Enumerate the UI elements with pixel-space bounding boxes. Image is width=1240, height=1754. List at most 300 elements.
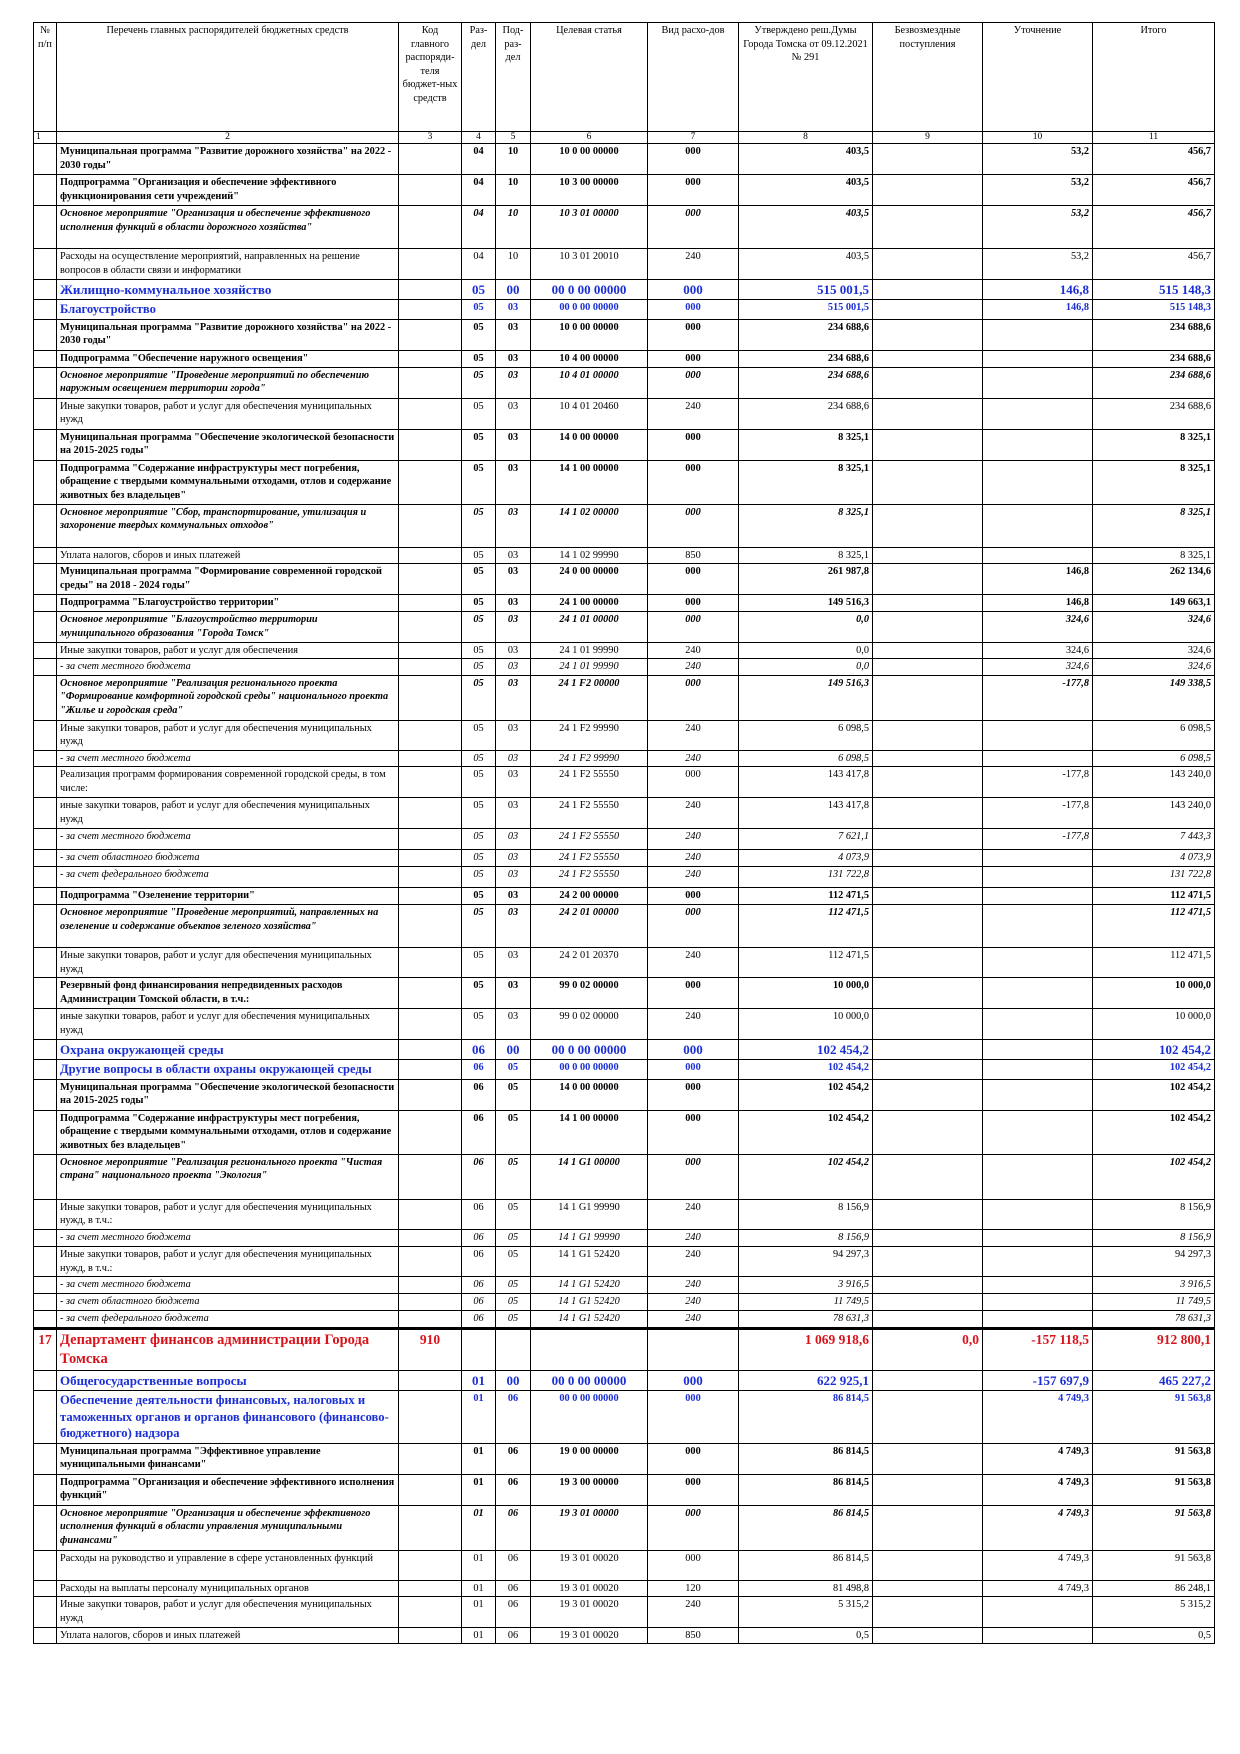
row-razdel: 05 (462, 564, 496, 595)
row-target-article: 14 1 G1 52420 (531, 1277, 648, 1294)
row-num (34, 867, 57, 888)
row-total: 3 916,5 (1093, 1277, 1215, 1294)
table-row (34, 564, 1215, 595)
row-approved: 403,5 (739, 144, 873, 175)
row-grants (873, 1294, 983, 1311)
row-total: 8 325,1 (1093, 429, 1215, 460)
row-num (34, 720, 57, 750)
row-grants (873, 829, 983, 850)
row-total: 8 156,9 (1093, 1230, 1215, 1247)
row-name: Уплата налогов, сборов и иных платежей (57, 547, 399, 564)
header-expense-type: Вид расхо-дов (648, 23, 739, 132)
row-target-article: 19 3 01 00020 (531, 1627, 648, 1644)
row-approved: 261 987,8 (739, 564, 873, 595)
row-approved: 8 156,9 (739, 1199, 873, 1229)
row-target-article (531, 1328, 648, 1370)
row-grants (873, 675, 983, 720)
row-num (34, 1597, 57, 1627)
row-expense-type: 000 (648, 564, 739, 595)
row-approved: 102 454,2 (739, 1040, 873, 1060)
row-code (399, 767, 462, 798)
row-adjustment: 146,8 (983, 300, 1093, 320)
table-row (34, 206, 1215, 249)
row-razdel: 05 (462, 300, 496, 320)
row-approved: 0,0 (739, 642, 873, 659)
row-adjustment (983, 1627, 1093, 1644)
row-name: Основное мероприятие "Проведение мероприятий по обеспечению наружным освещением территории города" (57, 367, 399, 398)
row-target-article: 99 0 02 00000 (531, 1009, 648, 1040)
row-podrazdel: 10 (496, 249, 531, 280)
row-num (34, 504, 57, 547)
row-target-article: 10 4 00 00000 (531, 350, 648, 367)
table-row (34, 504, 1215, 547)
row-adjustment (983, 904, 1093, 947)
row-num (34, 1060, 57, 1080)
row-razdel: 06 (462, 1294, 496, 1311)
row-podrazdel: 05 (496, 1079, 531, 1110)
row-approved: 10 000,0 (739, 1009, 873, 1040)
row-total: 102 454,2 (1093, 1079, 1215, 1110)
table-row (34, 720, 1215, 750)
row-code (399, 564, 462, 595)
row-total: 456,7 (1093, 206, 1215, 249)
row-expense-type: 000 (648, 280, 739, 300)
row-target-article: 14 1 00 00000 (531, 1110, 648, 1154)
table-row (34, 947, 1215, 977)
row-expense-type: 850 (648, 547, 739, 564)
row-name: Иные закупки товаров, работ и услуг для обеспечения муниципальных нужд (57, 398, 399, 429)
row-total: 10 000,0 (1093, 978, 1215, 1009)
row-razdel: 05 (462, 904, 496, 947)
table-row (34, 398, 1215, 429)
colnum: 9 (873, 132, 983, 144)
row-target-article: 99 0 02 00000 (531, 978, 648, 1009)
row-approved: 234 688,6 (739, 367, 873, 398)
row-podrazdel: 03 (496, 595, 531, 612)
row-num (34, 1550, 57, 1580)
row-podrazdel: 05 (496, 1060, 531, 1080)
row-target-article: 24 1 F2 55550 (531, 867, 648, 888)
row-expense-type: 000 (648, 1154, 739, 1199)
row-razdel: 05 (462, 829, 496, 850)
row-num (34, 888, 57, 905)
row-approved: 86 814,5 (739, 1390, 873, 1443)
row-approved: 8 325,1 (739, 460, 873, 504)
table-row (34, 750, 1215, 767)
colnum: 8 (739, 132, 873, 144)
row-name: - за счет федерального бюджета (57, 867, 399, 888)
colnum: 1 (34, 132, 57, 144)
row-approved: 86 814,5 (739, 1474, 873, 1505)
row-adjustment (983, 1040, 1093, 1060)
row-name: иные закупки товаров, работ и услуг для обеспечения муниципальных нужд (57, 1009, 399, 1040)
row-num (34, 300, 57, 320)
row-approved: 143 417,8 (739, 798, 873, 829)
row-target-article: 24 1 F2 55550 (531, 798, 648, 829)
row-adjustment: -177,8 (983, 675, 1093, 720)
row-adjustment: 146,8 (983, 280, 1093, 300)
row-approved: 112 471,5 (739, 947, 873, 977)
row-target-article: 14 1 00 00000 (531, 460, 648, 504)
row-razdel: 01 (462, 1390, 496, 1443)
row-code (399, 798, 462, 829)
row-podrazdel: 05 (496, 1247, 531, 1277)
row-adjustment (983, 1009, 1093, 1040)
row-expense-type: 240 (648, 850, 739, 867)
row-expense-type: 850 (648, 1627, 739, 1644)
row-num (34, 1154, 57, 1199)
row-code (399, 659, 462, 676)
row-expense-type: 000 (648, 460, 739, 504)
row-name: Подпрограмма "Организация и обеспечение эффективного функционирования сети учреждений" (57, 175, 399, 206)
colnum: 11 (1093, 132, 1215, 144)
row-grants (873, 1370, 983, 1390)
row-num (34, 367, 57, 398)
row-target-article: 24 1 F2 00000 (531, 675, 648, 720)
row-approved: 86 814,5 (739, 1443, 873, 1474)
colnum: 6 (531, 132, 648, 144)
row-razdel: 05 (462, 750, 496, 767)
row-podrazdel: 03 (496, 850, 531, 867)
row-adjustment (983, 720, 1093, 750)
row-approved: 6 098,5 (739, 720, 873, 750)
row-name: Муниципальная программа "Обеспечение экологической безопасности на 2015-2025 годы" (57, 1079, 399, 1110)
row-podrazdel (496, 1328, 531, 1370)
row-adjustment (983, 319, 1093, 350)
row-podrazdel: 06 (496, 1550, 531, 1580)
row-approved: 131 722,8 (739, 867, 873, 888)
row-code (399, 1040, 462, 1060)
row-name: Реализация программ формирования современной городской среды, в том числе: (57, 767, 399, 798)
row-razdel: 01 (462, 1550, 496, 1580)
row-total: 324,6 (1093, 612, 1215, 642)
row-name: Департамент финансов администрации Города Томска (57, 1328, 399, 1370)
row-approved: 86 814,5 (739, 1505, 873, 1550)
row-razdel: 06 (462, 1110, 496, 1154)
row-num (34, 1009, 57, 1040)
row-expense-type: 240 (648, 659, 739, 676)
table-row (34, 1009, 1215, 1040)
row-expense-type: 000 (648, 429, 739, 460)
row-podrazdel: 05 (496, 1277, 531, 1294)
row-code (399, 1079, 462, 1110)
row-grants (873, 1311, 983, 1329)
row-expense-type: 000 (648, 504, 739, 547)
row-total: 8 325,1 (1093, 547, 1215, 564)
row-razdel: 05 (462, 888, 496, 905)
row-razdel: 05 (462, 547, 496, 564)
row-name: Расходы на выплаты персоналу муниципальных органов (57, 1580, 399, 1597)
row-code (399, 642, 462, 659)
row-code (399, 249, 462, 280)
row-total: 102 454,2 (1093, 1110, 1215, 1154)
row-grants (873, 1009, 983, 1040)
row-grants (873, 720, 983, 750)
row-code (399, 888, 462, 905)
row-grants (873, 1597, 983, 1627)
row-razdel: 04 (462, 175, 496, 206)
row-adjustment (983, 1154, 1093, 1199)
row-code (399, 1199, 462, 1229)
row-name: Иные закупки товаров, работ и услуг для обеспечения муниципальных нужд (57, 1597, 399, 1627)
row-total: 6 098,5 (1093, 720, 1215, 750)
row-razdel: 05 (462, 350, 496, 367)
table-row (34, 642, 1215, 659)
row-razdel: 01 (462, 1627, 496, 1644)
row-grants (873, 1154, 983, 1199)
table-row (34, 1443, 1215, 1474)
row-total: 8 325,1 (1093, 504, 1215, 547)
header-row (34, 23, 1215, 132)
row-razdel: 05 (462, 319, 496, 350)
table-row (34, 659, 1215, 676)
row-name: - за счет местного бюджета (57, 829, 399, 850)
row-target-article: 24 1 01 99990 (531, 642, 648, 659)
row-num (34, 350, 57, 367)
row-name: иные закупки товаров, работ и услуг для обеспечения муниципальных нужд (57, 798, 399, 829)
table-row (34, 767, 1215, 798)
row-approved: 4 073,9 (739, 850, 873, 867)
row-expense-type: 000 (648, 319, 739, 350)
row-name: Подпрограмма "Озеленение территории" (57, 888, 399, 905)
row-name: Муниципальная программа "Формирование современной городской среды" на 2018 - 2024 годы" (57, 564, 399, 595)
row-expense-type: 240 (648, 829, 739, 850)
row-expense-type: 240 (648, 249, 739, 280)
row-code (399, 1311, 462, 1329)
row-name: - за счет местного бюджета (57, 659, 399, 676)
row-podrazdel: 06 (496, 1597, 531, 1627)
colnum: 5 (496, 132, 531, 144)
row-approved: 86 814,5 (739, 1550, 873, 1580)
row-target-article: 24 2 01 00000 (531, 904, 648, 947)
row-grants (873, 642, 983, 659)
table-row (34, 1154, 1215, 1199)
row-adjustment: 324,6 (983, 642, 1093, 659)
table-row (34, 612, 1215, 642)
row-podrazdel: 06 (496, 1627, 531, 1644)
row-adjustment: -177,8 (983, 767, 1093, 798)
row-total: 149 338,5 (1093, 675, 1215, 720)
row-num (34, 1079, 57, 1110)
row-target-article: 24 1 01 00000 (531, 612, 648, 642)
row-expense-type: 000 (648, 904, 739, 947)
row-approved: 0,5 (739, 1627, 873, 1644)
colnum: 2 (57, 132, 399, 144)
header-razdel: Раз-дел (462, 23, 496, 132)
row-target-article: 19 3 00 00000 (531, 1474, 648, 1505)
row-target-article: 14 1 G1 52420 (531, 1294, 648, 1311)
row-name: Основное мероприятие "Реализация регионального проекта "Формирование комфортной городской среды" национального проекта "Жилье и городская среда" (57, 675, 399, 720)
row-approved: 6 098,5 (739, 750, 873, 767)
row-name: Муниципальная программа "Обеспечение экологической безопасности на 2015-2025 годы" (57, 429, 399, 460)
row-razdel: 06 (462, 1040, 496, 1060)
row-approved: 10 000,0 (739, 978, 873, 1009)
row-code (399, 829, 462, 850)
row-podrazdel: 03 (496, 659, 531, 676)
row-grants (873, 767, 983, 798)
row-adjustment: -177,8 (983, 798, 1093, 829)
colnum: 7 (648, 132, 739, 144)
colnum: 10 (983, 132, 1093, 144)
row-total: 262 134,6 (1093, 564, 1215, 595)
row-razdel: 01 (462, 1474, 496, 1505)
row-grants (873, 429, 983, 460)
row-expense-type: 000 (648, 1474, 739, 1505)
row-adjustment (983, 547, 1093, 564)
row-target-article: 19 0 00 00000 (531, 1443, 648, 1474)
row-expense-type: 120 (648, 1580, 739, 1597)
row-approved: 234 688,6 (739, 350, 873, 367)
row-name: - за счет местного бюджета (57, 1230, 399, 1247)
row-approved: 102 454,2 (739, 1079, 873, 1110)
row-adjustment: 53,2 (983, 249, 1093, 280)
row-grants (873, 350, 983, 367)
row-code (399, 1627, 462, 1644)
row-approved: 403,5 (739, 175, 873, 206)
row-expense-type: 240 (648, 642, 739, 659)
row-podrazdel: 00 (496, 1040, 531, 1060)
table-row (34, 1627, 1215, 1644)
row-razdel: 05 (462, 595, 496, 612)
row-code: 910 (399, 1328, 462, 1370)
row-name: Муниципальная программа "Эффективное управление муниципальными финансами" (57, 1443, 399, 1474)
row-adjustment: -157 697,9 (983, 1370, 1093, 1390)
row-num (34, 175, 57, 206)
row-total: 465 227,2 (1093, 1370, 1215, 1390)
row-adjustment (983, 1230, 1093, 1247)
row-adjustment (983, 504, 1093, 547)
row-name: Расходы на осуществление мероприятий, направленных на решение вопросов в области связи и информатики (57, 249, 399, 280)
row-code (399, 398, 462, 429)
row-adjustment: 4 749,3 (983, 1550, 1093, 1580)
row-approved: 8 325,1 (739, 504, 873, 547)
table-row (34, 1277, 1215, 1294)
row-code (399, 350, 462, 367)
row-grants (873, 750, 983, 767)
row-razdel: 05 (462, 1009, 496, 1040)
row-adjustment (983, 1060, 1093, 1080)
row-total: 4 073,9 (1093, 850, 1215, 867)
row-target-article: 24 2 00 00000 (531, 888, 648, 905)
row-approved: 622 925,1 (739, 1370, 873, 1390)
row-adjustment (983, 1294, 1093, 1311)
row-name: Благоустройство (57, 300, 399, 320)
row-code (399, 429, 462, 460)
table-row (34, 978, 1215, 1009)
row-razdel: 04 (462, 206, 496, 249)
table-row (34, 144, 1215, 175)
row-code (399, 1294, 462, 1311)
row-podrazdel: 05 (496, 1294, 531, 1311)
header-total: Итого (1093, 23, 1215, 132)
row-expense-type: 240 (648, 798, 739, 829)
row-razdel: 05 (462, 947, 496, 977)
row-code (399, 547, 462, 564)
row-total: 456,7 (1093, 175, 1215, 206)
row-code (399, 1474, 462, 1505)
header-approved: Утверждено реш.Думы Города Томска от 09.12.2021 № 291 (739, 23, 873, 132)
row-total: 102 454,2 (1093, 1040, 1215, 1060)
row-podrazdel: 10 (496, 206, 531, 249)
row-adjustment (983, 867, 1093, 888)
row-podrazdel: 06 (496, 1443, 531, 1474)
row-num (34, 1505, 57, 1550)
row-adjustment: 146,8 (983, 595, 1093, 612)
row-grants (873, 280, 983, 300)
row-total: 112 471,5 (1093, 947, 1215, 977)
row-name: Основное мероприятие "Сбор, транспортирование, утилизация и захоронение твердых коммунальных отходов" (57, 504, 399, 547)
row-target-article: 00 0 00 00000 (531, 1040, 648, 1060)
row-approved: 3 916,5 (739, 1277, 873, 1294)
row-code (399, 504, 462, 547)
row-grants (873, 612, 983, 642)
row-expense-type: 000 (648, 1370, 739, 1390)
table-row (34, 798, 1215, 829)
row-name: Уплата налогов, сборов и иных платежей (57, 1627, 399, 1644)
table-row (34, 367, 1215, 398)
row-code (399, 675, 462, 720)
row-grants (873, 504, 983, 547)
table-row (34, 1370, 1215, 1390)
row-adjustment (983, 750, 1093, 767)
row-podrazdel: 03 (496, 367, 531, 398)
table-row (34, 175, 1215, 206)
row-num (34, 1110, 57, 1154)
row-target-article: 19 3 01 00020 (531, 1580, 648, 1597)
row-name: Иные закупки товаров, работ и услуг для обеспечения муниципальных нужд, в т.ч.: (57, 1199, 399, 1229)
row-target-article: 19 3 01 00020 (531, 1550, 648, 1580)
row-expense-type: 240 (648, 1009, 739, 1040)
table-row (34, 1550, 1215, 1580)
row-podrazdel: 05 (496, 1199, 531, 1229)
row-total: 8 156,9 (1093, 1199, 1215, 1229)
row-razdel: 05 (462, 280, 496, 300)
row-razdel: 05 (462, 798, 496, 829)
row-code (399, 947, 462, 977)
row-expense-type: 000 (648, 1060, 739, 1080)
row-name: - за счет областного бюджета (57, 1294, 399, 1311)
row-total: 143 240,0 (1093, 798, 1215, 829)
row-target-article: 10 3 01 20010 (531, 249, 648, 280)
row-approved: 515 001,5 (739, 280, 873, 300)
row-code (399, 1009, 462, 1040)
row-podrazdel: 03 (496, 720, 531, 750)
row-expense-type: 240 (648, 1277, 739, 1294)
row-podrazdel: 03 (496, 1009, 531, 1040)
header-target: Целевая статья (531, 23, 648, 132)
row-grants (873, 1230, 983, 1247)
row-grants (873, 175, 983, 206)
row-total: 234 688,6 (1093, 367, 1215, 398)
header-num: № п/п (34, 23, 57, 132)
row-podrazdel: 03 (496, 978, 531, 1009)
row-grants (873, 798, 983, 829)
row-name: - за счет областного бюджета (57, 850, 399, 867)
row-target-article: 00 0 00 00000 (531, 1390, 648, 1443)
row-grants (873, 1474, 983, 1505)
row-target-article: 24 0 00 00000 (531, 564, 648, 595)
row-razdel: 06 (462, 1230, 496, 1247)
table-row (34, 1294, 1215, 1311)
row-grants (873, 564, 983, 595)
row-target-article: 10 0 00 00000 (531, 319, 648, 350)
row-podrazdel: 05 (496, 1154, 531, 1199)
row-adjustment: 4 749,3 (983, 1580, 1093, 1597)
row-total: 112 471,5 (1093, 888, 1215, 905)
row-code (399, 1277, 462, 1294)
row-total: 91 563,8 (1093, 1390, 1215, 1443)
row-num (34, 564, 57, 595)
